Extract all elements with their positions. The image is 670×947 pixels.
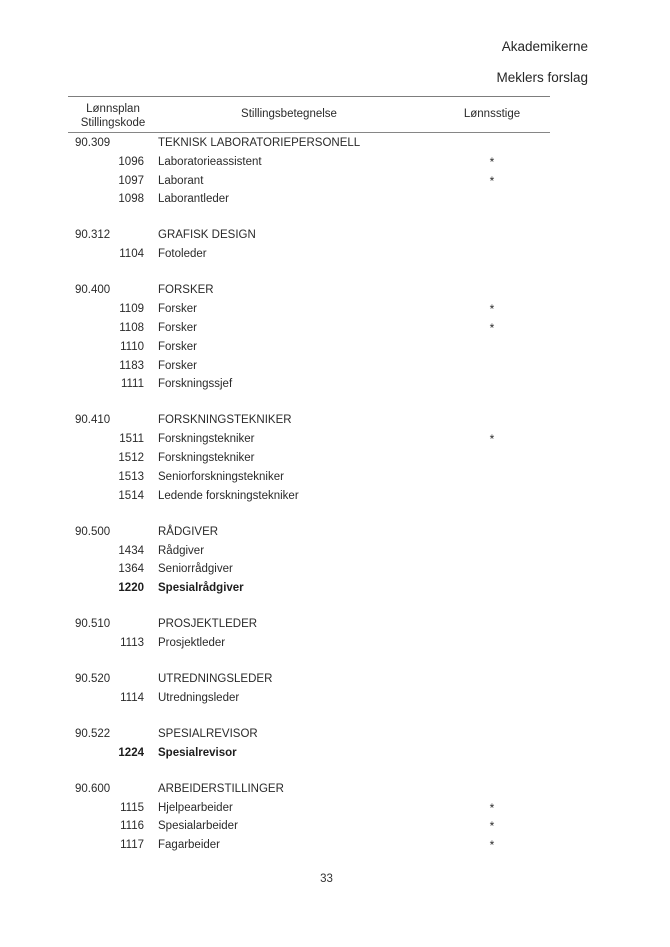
stillingsbetegnelse: Forsker (158, 303, 197, 316)
stillingskode (118, 134, 144, 153)
column-gap (144, 134, 158, 153)
table-body (68, 134, 550, 855)
lonnsstige-marker (420, 615, 564, 634)
lonnsstige-marker (420, 487, 564, 506)
section-header-row (68, 670, 550, 689)
lonnsplan-code (68, 338, 118, 357)
lonnsplan-section (68, 725, 550, 763)
lonnsplan-code (68, 579, 118, 598)
column-gap (144, 338, 158, 357)
position-row (68, 836, 550, 855)
column-gap (144, 560, 158, 579)
section-header-row (68, 523, 550, 542)
stillingskode: 1220 (118, 582, 144, 595)
stillingskode: 1224 (118, 746, 144, 759)
section-header-row (68, 281, 550, 300)
section-title: FORSKNINGSTEKNIKER (158, 414, 292, 427)
section-header-row (68, 780, 550, 799)
position-row (68, 153, 550, 172)
stillingsbetegnelse: Fagarbeider (158, 839, 221, 852)
section-title: SPESIALREVISOR (158, 728, 258, 740)
column-gap (144, 836, 158, 855)
lonnsplan-section (68, 281, 550, 394)
stillingskode: 1114 (120, 691, 144, 704)
stillingskode (118, 226, 144, 245)
column-header-lonnsplan-stillingskode (68, 100, 158, 130)
org-name: Akademikerne (501, 39, 588, 54)
stillingskode: 1098 (118, 193, 144, 206)
stillingskode: 1097 (118, 174, 144, 187)
stillingsbetegnelse: Prosjektleder (158, 637, 226, 650)
column-gap (144, 430, 158, 449)
stillingskode (118, 670, 144, 689)
section-title: FORSKER (158, 284, 214, 297)
lonnsstige-marker (420, 338, 564, 357)
column-gap (144, 799, 158, 818)
lonnsplan-code (68, 430, 118, 449)
section-header-row (68, 226, 550, 245)
lonnsplan-code (68, 744, 118, 763)
stillingskode: 1110 (120, 340, 144, 353)
lonnsstige-marker (420, 245, 564, 264)
position-row (68, 468, 550, 487)
column-gap (144, 780, 158, 799)
lonnsstige-marker (420, 523, 564, 542)
stillingsbetegnelse: Spesialrevisor (158, 746, 237, 759)
stillingskode (118, 523, 144, 542)
position-row (68, 689, 550, 708)
lonnsstige-marker (420, 634, 564, 653)
column-gap (144, 725, 158, 744)
lonnsplan-code (68, 487, 118, 506)
lonnsplan-code (68, 245, 118, 264)
position-row (68, 799, 550, 818)
lonnsstige-marker (420, 449, 564, 468)
stillingsbetegnelse: Laborant (158, 174, 204, 187)
lonnsstige-marker (420, 468, 564, 487)
section-title: TEKNISK LABORATORIEPERSONELL (158, 137, 361, 149)
stillingsbetegnelse: Laborantleder (158, 193, 229, 206)
column-gap (144, 579, 158, 598)
lonnsplan-code (68, 799, 118, 818)
stillingskode: 1113 (120, 637, 144, 650)
column-header-lonnsplan: Lønnsplan (86, 103, 140, 115)
lonnsstige-marker (420, 670, 564, 689)
lonnsplan-code: 90.510 (75, 618, 111, 631)
lonnsstige-marker (420, 744, 564, 763)
lonnsstige-marker: * (489, 173, 495, 188)
lonnsplan-code: 90.520 (75, 673, 111, 686)
section-header-row (68, 725, 550, 744)
section-title: GRAFISK DESIGN (158, 229, 256, 242)
lonnsstige-marker (420, 281, 564, 300)
table-header (68, 97, 550, 133)
position-row (68, 542, 550, 561)
lonnsplan-code (68, 319, 118, 338)
column-gap (144, 300, 158, 319)
lonnsstige-marker: * (489, 432, 495, 447)
position-row (68, 449, 550, 468)
column-gap (144, 153, 158, 172)
column-gap (144, 634, 158, 653)
lonnsplan-section (68, 523, 550, 598)
column-gap (144, 468, 158, 487)
lonnsstige-marker (420, 375, 564, 394)
lonnsstige-marker: * (489, 320, 495, 335)
stillingsbetegnelse: Fotoleder (158, 248, 207, 261)
lonnsstige-marker: * (489, 819, 495, 834)
position-row (68, 338, 550, 357)
lonnsstige-marker: * (489, 302, 495, 317)
stillingskode: 1115 (120, 801, 144, 814)
stillingsbetegnelse: Spesialrådgiver (158, 582, 244, 595)
column-gap (144, 523, 158, 542)
lonnsplan-code: 90.600 (75, 782, 111, 795)
section-title: ARBEIDERSTILLINGER (158, 782, 284, 795)
stillingskode: 1183 (119, 359, 144, 372)
column-gap (144, 615, 158, 634)
stillingsbetegnelse: Ledende forskningstekniker (158, 489, 299, 502)
lonnsstige-marker (420, 689, 564, 708)
stillingsbetegnelse: Forskningssjef (158, 378, 233, 391)
stillingskode: 1513 (118, 470, 144, 483)
lonnsplan-code (68, 153, 118, 172)
stillingsbetegnelse: Forsker (158, 359, 197, 372)
position-row (68, 357, 550, 376)
column-gap (144, 817, 158, 836)
stillingsbetegnelse: Forsker (158, 321, 197, 334)
lonnsstige-marker: * (489, 838, 495, 853)
column-gap (144, 319, 158, 338)
section-header-row (68, 411, 550, 430)
stillingskode: 1117 (120, 839, 144, 852)
position-row (68, 817, 550, 836)
lonnsplan-code: 90.500 (75, 525, 111, 538)
stillingsbetegnelse: Hjelpearbeider (158, 801, 233, 814)
lonnsstige-marker (420, 190, 564, 209)
stillingsbetegnelse: Forskningstekniker (158, 452, 255, 465)
position-row (68, 579, 550, 598)
stillingsbetegnelse: Laboratorieassistent (158, 155, 262, 168)
lonnsplan-code (68, 634, 118, 653)
lonnsplan-code: 90.522 (75, 728, 111, 740)
column-gap (144, 487, 158, 506)
position-row (68, 172, 550, 191)
stillingskode: 1096 (118, 155, 144, 168)
stillingskode: 1111 (120, 378, 144, 391)
lonnsplan-code (68, 542, 118, 561)
stillingskode (118, 615, 144, 634)
column-gap (144, 689, 158, 708)
lonnsplan-code (68, 817, 118, 836)
section-title: RÅDGIVER (158, 525, 219, 538)
position-row (68, 487, 550, 506)
stillingskode: 1108 (119, 321, 144, 334)
lonnsplan-code: 90.410 (75, 414, 111, 427)
lonnsstige-marker (420, 579, 564, 598)
salary-plan-table (68, 96, 550, 855)
stillingskode: 1512 (118, 452, 144, 465)
lonnsstige-marker (420, 542, 564, 561)
section-title: UTREDNINGSLEDER (158, 673, 273, 686)
position-row (68, 634, 550, 653)
lonnsstige-marker (420, 560, 564, 579)
stillingskode: 1514 (118, 489, 144, 502)
lonnsstige-marker (420, 411, 564, 430)
lonnsplan-code: 90.312 (75, 229, 111, 242)
lonnsstige-marker: * (489, 800, 495, 815)
section-title: PROSJEKTLEDER (158, 618, 258, 631)
lonnsplan-section (68, 670, 550, 708)
column-gap (144, 190, 158, 209)
position-row (68, 430, 550, 449)
stillingskode (118, 411, 144, 430)
column-gap (144, 744, 158, 763)
document-header (496, 40, 588, 85)
lonnsplan-code (68, 449, 118, 468)
lonnsplan-code: 90.309 (75, 137, 111, 149)
lonnsplan-code (68, 468, 118, 487)
position-row (68, 245, 550, 264)
lonnsplan-code (68, 300, 118, 319)
stillingsbetegnelse: Forskningstekniker (158, 433, 255, 446)
column-gap (144, 670, 158, 689)
lonnsplan-section (68, 780, 550, 855)
stillingskode: 1104 (119, 248, 144, 261)
section-header-row (68, 134, 550, 153)
stillingskode: 1434 (118, 544, 144, 557)
stillingsbetegnelse: Seniorrådgiver (158, 563, 233, 576)
section-header-row (68, 615, 550, 634)
lonnsplan-section (68, 226, 550, 264)
column-gap (144, 281, 158, 300)
column-gap (144, 245, 158, 264)
lonnsplan-code (68, 375, 118, 394)
position-row (68, 744, 550, 763)
lonnsplan-code (68, 357, 118, 376)
column-gap (144, 449, 158, 468)
lonnsplan-code (68, 560, 118, 579)
column-gap (144, 542, 158, 561)
lonnsplan-section (68, 615, 550, 653)
lonnsplan-code (68, 190, 118, 209)
stillingsbetegnelse: Rådgiver (158, 544, 205, 557)
stillingskode: 1116 (120, 820, 144, 833)
stillingsbetegnelse: Forsker (158, 340, 197, 353)
lonnsstige-marker (420, 357, 564, 376)
position-row (68, 375, 550, 394)
column-header-stillingsbetegnelse: Stillingsbetegnelse (241, 108, 337, 120)
doc-title: Meklers forslag (496, 70, 588, 85)
position-row (68, 300, 550, 319)
column-header-lonnsstige: Lønnsstige (463, 108, 521, 120)
stillingskode: 1109 (119, 303, 144, 316)
stillingsbetegnelse: Seniorforskningstekniker (158, 470, 284, 483)
lonnsstige-marker (420, 226, 564, 245)
column-gap (144, 172, 158, 191)
lonnsplan-code (68, 172, 118, 191)
stillingskode: 1511 (119, 433, 144, 446)
position-row (68, 319, 550, 338)
stillingskode (118, 725, 144, 744)
lonnsplan-code: 90.400 (75, 284, 111, 297)
lonnsplan-code (68, 836, 118, 855)
page-number: 33 (320, 873, 333, 885)
column-gap (144, 357, 158, 376)
stillingsbetegnelse: Utredningsleder (158, 691, 240, 704)
lonnsplan-section (68, 411, 550, 505)
position-row (68, 560, 550, 579)
column-header-stillingskode: Stillingskode (80, 117, 146, 129)
stillingskode: 1364 (118, 563, 144, 576)
lonnsplan-section (68, 134, 550, 209)
column-gap (144, 226, 158, 245)
table-header-row (68, 100, 550, 130)
column-gap (144, 375, 158, 394)
lonnsstige-marker: * (489, 154, 495, 169)
stillingskode (118, 780, 144, 799)
lonnsstige-marker (420, 134, 564, 153)
stillingsbetegnelse: Spesialarbeider (158, 820, 238, 833)
stillingskode (118, 281, 144, 300)
column-gap (144, 411, 158, 430)
position-row (68, 190, 550, 209)
lonnsstige-marker (420, 725, 564, 744)
lonnsplan-code (68, 689, 118, 708)
lonnsstige-marker (420, 780, 564, 799)
